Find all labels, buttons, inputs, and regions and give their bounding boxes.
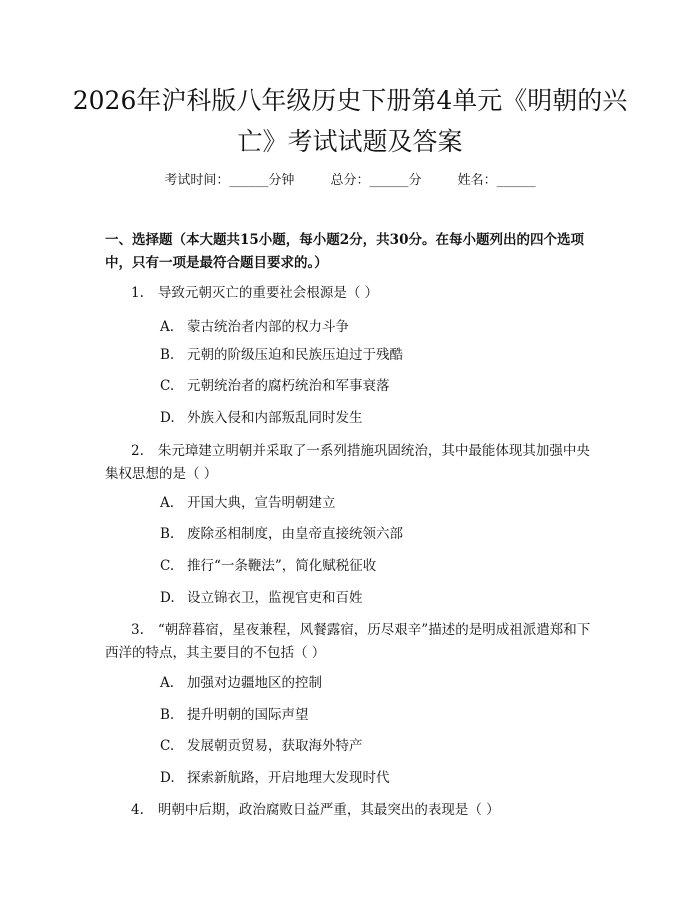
exam-meta bbox=[0, 169, 700, 188]
option-text: 推行“一条鞭法”，简化赋税征收 bbox=[187, 558, 377, 574]
option-letter: D. bbox=[160, 410, 175, 426]
question-text: 导致元朝灭亡的重要社会根源是（ ） bbox=[157, 285, 379, 301]
question-4 bbox=[105, 799, 600, 822]
question-number: 1. bbox=[131, 285, 144, 301]
option-text: 废除丞相制度，由皇帝直接统领六部 bbox=[187, 526, 403, 542]
question-1-option-b bbox=[160, 345, 600, 365]
question-number: 3. bbox=[131, 622, 144, 638]
question-2 bbox=[105, 440, 600, 486]
option-letter: C. bbox=[160, 558, 175, 574]
question-2-option-d bbox=[160, 588, 600, 608]
option-letter: B. bbox=[160, 526, 175, 542]
question-text: 明朝中后期，政治腐败日益严重，其最突出的表现是（ ） bbox=[157, 802, 500, 818]
option-text: 设立锦衣卫，监视官吏和百姓 bbox=[187, 590, 363, 606]
question-3-option-c bbox=[160, 736, 600, 756]
option-text: 开国大典，宣告明朝建立 bbox=[187, 495, 336, 511]
question-1-option-c bbox=[160, 376, 600, 396]
option-text: 蒙古统治者内部的权力斗争 bbox=[187, 319, 349, 335]
option-text: 发展朝贡贸易，获取海外特产 bbox=[187, 738, 363, 754]
option-letter: C. bbox=[160, 738, 175, 754]
question-2-option-b bbox=[160, 524, 600, 544]
option-letter: A. bbox=[160, 319, 175, 335]
question-text: “朝辞暮宿，星夜兼程，风餐露宿，历尽艰辛”描述的是明成祖派遣郑和下西洋的特点，其主要目的不包括（ ） bbox=[105, 622, 591, 661]
option-letter: D. bbox=[160, 590, 175, 606]
question-2-option-c bbox=[160, 556, 600, 576]
question-3-option-a bbox=[160, 673, 600, 693]
question-2-option-a bbox=[160, 493, 600, 513]
question-3 bbox=[105, 619, 600, 665]
option-letter: A. bbox=[160, 495, 175, 511]
document-title: 2026年沪科版八年级历史下册第4单元《明朝的兴亡》考试试题及答案 bbox=[72, 86, 628, 156]
option-letter: C. bbox=[160, 378, 175, 394]
option-letter: B. bbox=[160, 707, 175, 723]
question-number: 4. bbox=[131, 802, 144, 818]
exam-time-field: 考试时间：______分钟 bbox=[164, 173, 295, 188]
option-text: 元朝统治者的腐朽统治和军事衰落 bbox=[187, 378, 390, 394]
option-text: 元朝的阶级压迫和民族压迫过于残酷 bbox=[187, 347, 403, 363]
option-text: 探索新航路，开启地理大发现时代 bbox=[187, 770, 390, 786]
question-1-option-a bbox=[160, 317, 600, 337]
option-text: 提升明朝的国际声望 bbox=[187, 707, 309, 723]
option-letter: B. bbox=[160, 347, 175, 363]
question-3-option-d bbox=[160, 768, 600, 788]
question-number: 2. bbox=[131, 443, 144, 459]
question-1-option-d bbox=[160, 408, 600, 428]
option-letter: A. bbox=[160, 675, 175, 691]
section-heading: 一、选择题（本大题共15小题，每小题2分，共30分。在每小题列出的四个选项中，只有一项是最符合题目要求的。） bbox=[105, 232, 584, 271]
name-field: 姓名：______ bbox=[457, 173, 536, 188]
question-text: 朱元璋建立明朝并采取了一系列措施巩固统治，其中最能体现其加强中央集权思想的是（ ） bbox=[105, 443, 590, 482]
option-letter: D. bbox=[160, 770, 175, 786]
question-3-option-b bbox=[160, 705, 600, 725]
option-text: 外族入侵和内部叛乱同时发生 bbox=[187, 410, 363, 426]
question-1 bbox=[105, 282, 600, 305]
total-score-field: 总分：______分 bbox=[330, 173, 422, 188]
option-text: 加强对边疆地区的控制 bbox=[187, 675, 322, 691]
